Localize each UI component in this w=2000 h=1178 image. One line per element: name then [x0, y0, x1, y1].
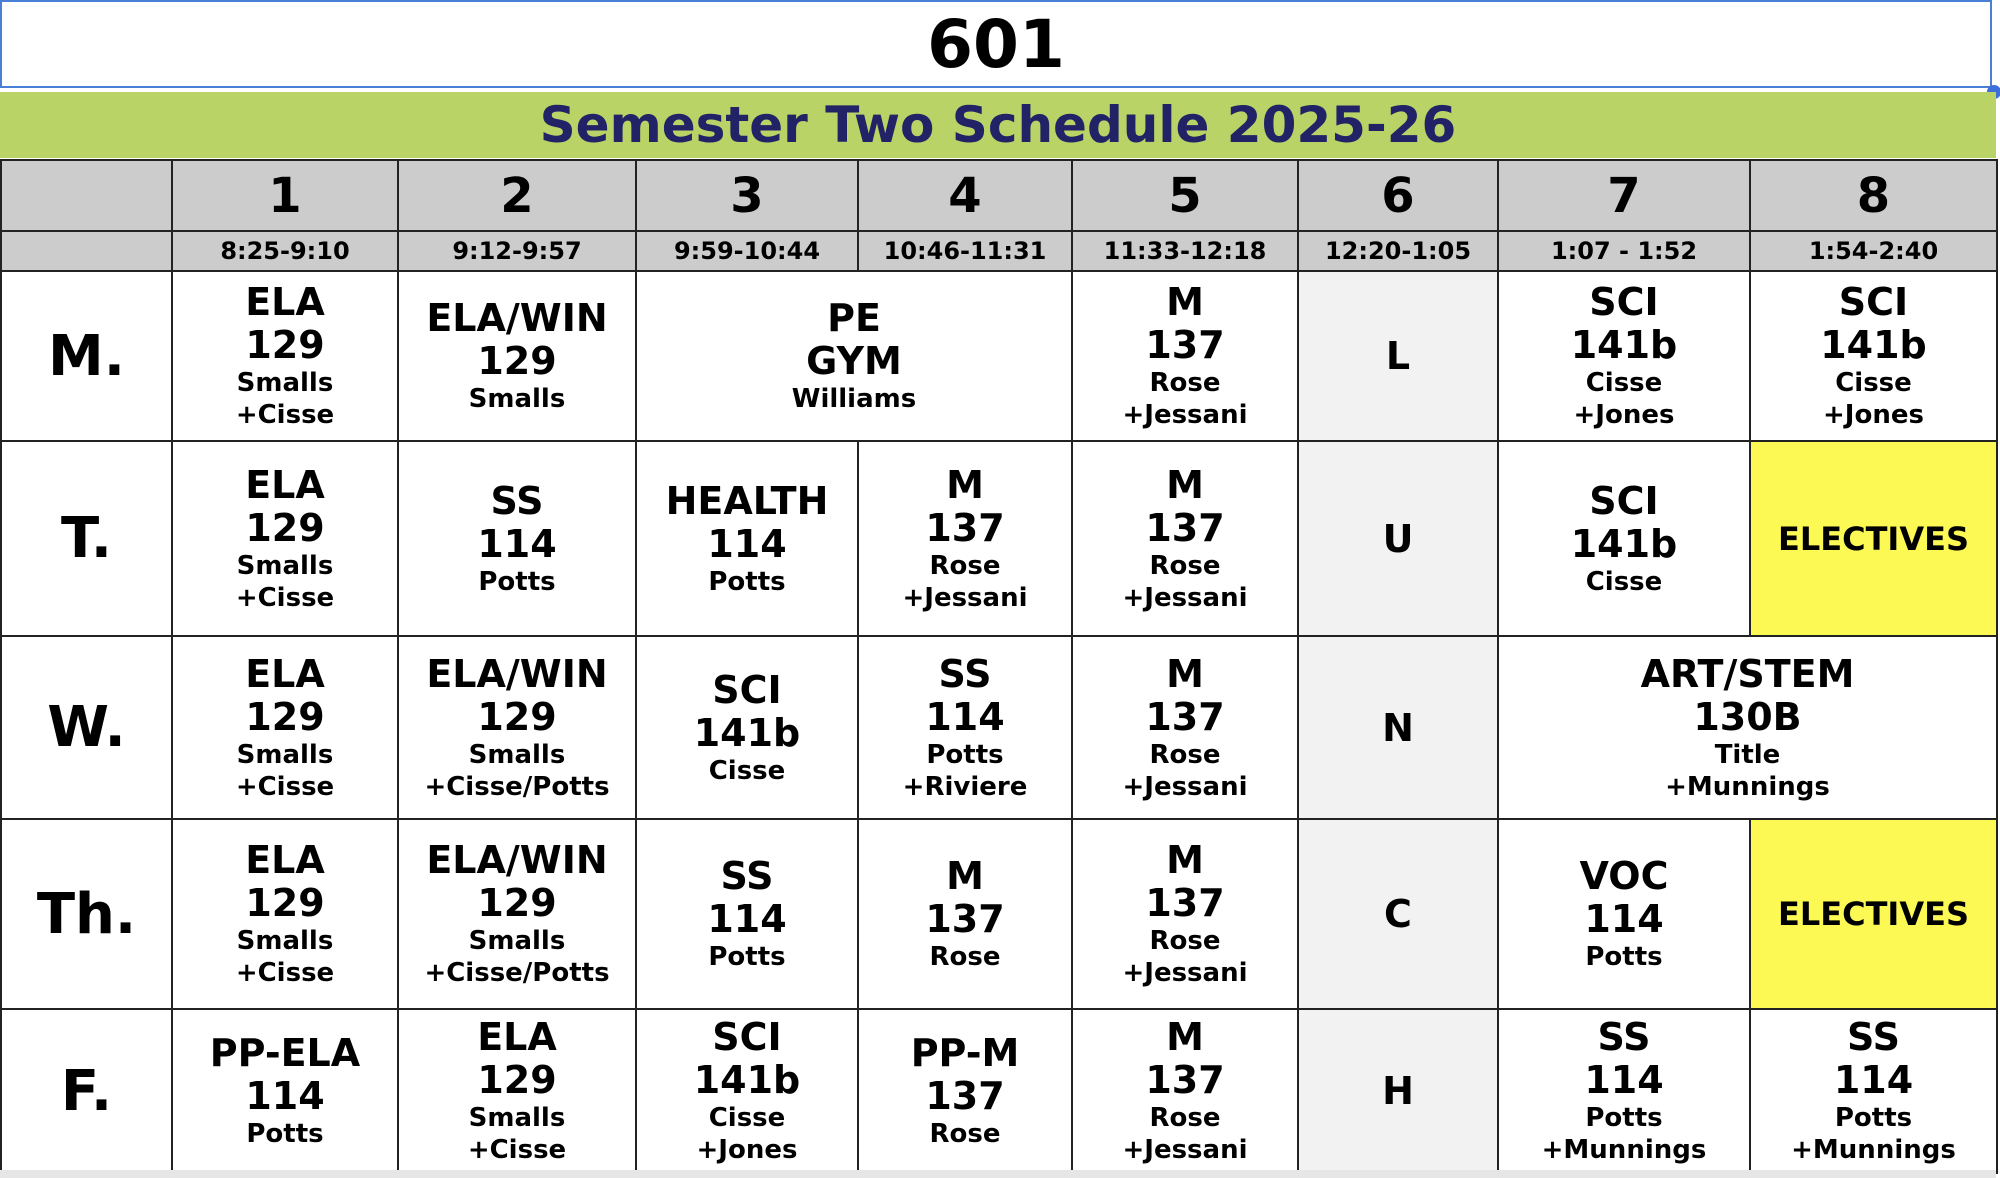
room: GYM: [806, 339, 902, 383]
lunch-cell[interactable]: H: [1298, 1009, 1498, 1173]
room: 114: [245, 1074, 325, 1118]
room: 114: [477, 521, 557, 566]
subject: ELA/WIN: [426, 296, 608, 340]
teacher: Smalls: [468, 926, 566, 956]
lunch-cell[interactable]: C: [1298, 819, 1498, 1009]
teacher: Smalls: [236, 368, 334, 398]
class-cell[interactable]: [636, 819, 858, 1009]
period-number-cell[interactable]: 6: [1298, 160, 1498, 231]
day-label-cell[interactable]: M.: [1, 271, 172, 441]
room: 137: [925, 897, 1005, 941]
subject: M: [946, 854, 984, 898]
teacher: Rose: [1149, 739, 1221, 770]
teacher: Rose: [1149, 368, 1221, 398]
day-row-monday: [1, 271, 1997, 441]
co-teacher: +Jones: [696, 1135, 798, 1165]
schedule-table: [0, 159, 1998, 1174]
period-time-cell[interactable]: 9:12-9:57: [398, 231, 636, 271]
co-teacher: +Jessani: [1122, 958, 1248, 988]
teacher: Smalls: [468, 739, 566, 770]
teacher: Cisse: [708, 1103, 786, 1133]
room: 137: [925, 1074, 1005, 1118]
subject: M: [1166, 1015, 1204, 1059]
class-cell[interactable]: [398, 636, 636, 819]
teacher: Smalls: [468, 1103, 566, 1133]
co-teacher: +Cisse: [235, 582, 335, 613]
teacher: Smalls: [236, 926, 334, 956]
period-time-row: [1, 231, 1997, 271]
subject: PP-M: [910, 1031, 1020, 1075]
co-teacher: +Cisse: [235, 771, 335, 802]
day-row-thursday: [1, 819, 1997, 1009]
class-cell[interactable]: [1498, 1009, 1750, 1173]
day-row-friday: [1, 1009, 1997, 1173]
room: 137: [1145, 505, 1225, 550]
co-teacher: +Munnings: [1541, 1135, 1707, 1165]
lunch-cell[interactable]: U: [1298, 441, 1498, 636]
teacher: Cisse: [1835, 368, 1912, 398]
class-cell[interactable]: [636, 441, 858, 636]
co-teacher: +Munnings: [1665, 771, 1830, 802]
room: 129: [477, 694, 557, 739]
subject: ELA: [245, 838, 325, 882]
subject: ART/STEM: [1640, 651, 1855, 696]
day-label-cell[interactable]: F.: [1, 1009, 172, 1173]
period-time-cell[interactable]: 11:33-12:18: [1072, 231, 1298, 271]
subject: SCI: [712, 667, 782, 712]
period-time-cell[interactable]: 1:07 - 1:52: [1498, 231, 1750, 271]
room: 141b: [1570, 521, 1678, 566]
lunch-cell[interactable]: N: [1298, 636, 1498, 819]
subject: SCI: [1589, 280, 1659, 324]
class-cell[interactable]: [398, 271, 636, 441]
teacher: Cisse: [708, 755, 786, 786]
co-teacher: +Riviere: [902, 771, 1028, 802]
room: 129: [477, 339, 557, 383]
subject: M: [1166, 651, 1204, 696]
class-cell[interactable]: [1072, 636, 1298, 819]
period-time-cell[interactable]: 9:59-10:44: [636, 231, 858, 271]
co-teacher: +Jessani: [1122, 582, 1248, 613]
co-teacher: +Cisse: [467, 1135, 567, 1165]
period-time-cell[interactable]: 1:54-2:40: [1750, 231, 1997, 271]
subject: SS: [938, 651, 992, 696]
teacher: Rose: [1149, 1103, 1221, 1133]
co-teacher: +Cisse: [235, 958, 335, 988]
co-teacher: +Cisse/Potts: [424, 958, 610, 988]
class-cell[interactable]: [1072, 819, 1298, 1009]
class-cell[interactable]: [398, 441, 636, 636]
co-teacher: +Jessani: [1122, 1135, 1248, 1165]
subject: SCI: [1838, 280, 1909, 324]
subject: PP-ELA: [209, 1031, 361, 1075]
subject: HEALTH: [665, 478, 829, 523]
class-cell[interactable]: [1498, 271, 1750, 441]
sheet-bottom-edge: [0, 1170, 1996, 1178]
period-number-cell[interactable]: 2: [398, 160, 636, 231]
class-cell[interactable]: [398, 819, 636, 1009]
teacher: Smalls: [236, 739, 334, 770]
room: 114: [707, 897, 787, 941]
subject: M: [1166, 462, 1204, 507]
class-cell[interactable]: [172, 271, 398, 441]
day-label-cell[interactable]: Th.: [1, 819, 172, 1009]
class-cell-merged[interactable]: [636, 271, 1072, 441]
period-time-cell[interactable]: 8:25-9:10: [172, 231, 398, 271]
class-cell[interactable]: [172, 819, 398, 1009]
schedule-banner[interactable]: Semester Two Schedule 2025-26: [0, 92, 1996, 158]
teacher: Potts: [708, 566, 786, 597]
class-cell[interactable]: [1750, 271, 1997, 441]
class-cell[interactable]: [858, 819, 1072, 1009]
class-cell[interactable]: [858, 1009, 1072, 1173]
teacher: Potts: [926, 739, 1004, 770]
subject: VOC: [1579, 854, 1669, 898]
corner-cell[interactable]: [1, 231, 172, 271]
sheet-title-cell[interactable]: 601: [0, 0, 1992, 88]
teacher: Title: [1714, 739, 1781, 770]
class-cell[interactable]: [398, 1009, 636, 1173]
co-teacher: +Jessani: [1122, 400, 1248, 430]
room: 114: [925, 694, 1005, 739]
period-number-cell[interactable]: 1: [172, 160, 398, 231]
teacher: Smalls: [236, 550, 334, 581]
room: 114: [1584, 1058, 1664, 1102]
room: 137: [1145, 1058, 1225, 1102]
room: 137: [1145, 694, 1225, 739]
room: 129: [245, 505, 325, 550]
co-teacher: +Cisse/Potts: [424, 771, 610, 802]
room: 130B: [1693, 694, 1802, 739]
subject: ELA: [245, 462, 325, 507]
teacher: Potts: [478, 566, 556, 597]
room: 141b: [1820, 323, 1927, 367]
teacher: Potts: [1834, 1103, 1913, 1133]
subject: ELA/WIN: [426, 651, 608, 696]
room: 141b: [693, 1058, 801, 1102]
room: 137: [1145, 323, 1225, 367]
class-cell[interactable]: [172, 441, 398, 636]
subject: ELA: [477, 1015, 557, 1059]
co-teacher: +Jones: [1573, 400, 1675, 430]
class-cell[interactable]: [1072, 271, 1298, 441]
teacher: Potts: [1585, 1103, 1663, 1133]
class-cell[interactable]: [1072, 1009, 1298, 1173]
class-cell[interactable]: [172, 1009, 398, 1173]
teacher: Smalls: [468, 384, 566, 414]
teacher: Rose: [929, 550, 1001, 581]
electives-cell[interactable]: ELECTIVES: [1750, 441, 1997, 636]
class-cell[interactable]: [1498, 441, 1750, 636]
subject: SS: [1846, 1015, 1901, 1059]
room: 114: [1584, 897, 1664, 941]
subject: SS: [720, 854, 774, 898]
co-teacher: +Jessani: [1122, 771, 1248, 802]
co-teacher: +Jessani: [902, 582, 1028, 613]
subject: ELA: [245, 280, 325, 324]
electives-cell[interactable]: ELECTIVES: [1750, 819, 1997, 1009]
room: 141b: [693, 710, 801, 755]
period-number-cell[interactable]: 5: [1072, 160, 1298, 231]
day-label-cell[interactable]: T.: [1, 441, 172, 636]
subject: PE: [827, 296, 881, 340]
class-cell[interactable]: [1072, 441, 1298, 636]
teacher: Potts: [246, 1119, 324, 1149]
class-cell[interactable]: [858, 636, 1072, 819]
room: 129: [245, 881, 325, 925]
room: 114: [1833, 1058, 1914, 1102]
class-cell[interactable]: [1498, 819, 1750, 1009]
period-time-cell[interactable]: 12:20-1:05: [1298, 231, 1498, 271]
class-cell[interactable]: [1750, 1009, 1997, 1173]
day-label-cell[interactable]: W.: [1, 636, 172, 819]
subject: SCI: [712, 1015, 782, 1059]
subject: M: [1166, 838, 1204, 882]
day-row-wednesday: [1, 636, 1997, 819]
day-row-tuesday: [1, 441, 1997, 636]
class-cell[interactable]: [636, 1009, 858, 1173]
lunch-cell[interactable]: L: [1298, 271, 1498, 441]
class-cell[interactable]: [172, 636, 398, 819]
teacher: Rose: [929, 942, 1001, 972]
co-teacher: +Cisse: [235, 400, 335, 430]
teacher: Cisse: [1585, 368, 1663, 398]
period-number-cell[interactable]: 4: [858, 160, 1072, 231]
room: 137: [925, 505, 1005, 550]
teacher: Cisse: [1585, 566, 1663, 597]
period-number-cell[interactable]: 3: [636, 160, 858, 231]
corner-cell[interactable]: [1, 160, 172, 231]
room: 137: [1145, 881, 1225, 925]
period-time-cell[interactable]: 10:46-11:31: [858, 231, 1072, 271]
class-cell[interactable]: [636, 636, 858, 819]
period-number-row: [1, 160, 1997, 231]
subject: ELA: [245, 651, 325, 696]
class-cell[interactable]: [858, 441, 1072, 636]
teacher: Rose: [1149, 926, 1221, 956]
room: 129: [477, 1058, 557, 1102]
teacher: Rose: [1149, 550, 1221, 581]
teacher: Potts: [708, 942, 786, 972]
room: 129: [477, 881, 557, 925]
co-teacher: +Munnings: [1791, 1135, 1956, 1165]
subject: ELA/WIN: [426, 838, 608, 882]
subject: SCI: [1589, 478, 1659, 523]
class-cell-merged[interactable]: [1498, 636, 1997, 819]
room: 114: [707, 521, 787, 566]
room: 129: [245, 323, 325, 367]
subject: SS: [1597, 1015, 1651, 1059]
teacher: Williams: [791, 384, 917, 414]
subject: SS: [490, 478, 544, 523]
room: 129: [245, 694, 325, 739]
subject: M: [946, 462, 984, 507]
subject: M: [1166, 280, 1204, 324]
teacher: Potts: [1585, 942, 1663, 972]
period-number-cell[interactable]: 7: [1498, 160, 1750, 231]
teacher: Rose: [929, 1119, 1001, 1149]
period-number-cell[interactable]: 8: [1750, 160, 1997, 231]
room: 141b: [1570, 323, 1678, 367]
co-teacher: +Jones: [1823, 400, 1924, 430]
